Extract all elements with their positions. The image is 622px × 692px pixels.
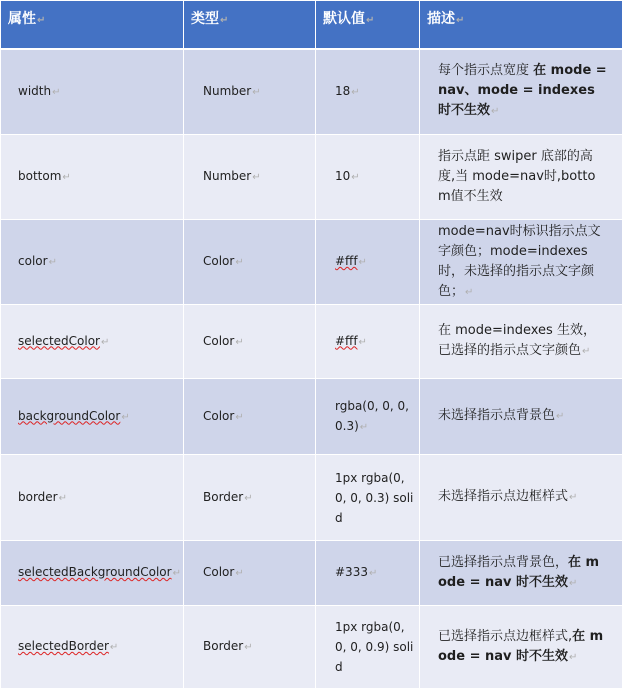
table-row [1, 305, 622, 379]
paragraph-mark-icon: ↵ [351, 86, 360, 98]
paragraph-mark-icon: ↵ [351, 172, 360, 183]
cell-default: 1px rgba(0, 0, 0, 0.3) solid [316, 455, 420, 541]
paragraph-mark-icon: ↵ [569, 651, 578, 663]
cell-description: 指示点距 swiper 底部的高度,当 mode=nav时,bottom值不生效 [420, 135, 622, 220]
cell-property: border↵ [1, 455, 184, 541]
cell-description: 未选择指示点边框样式↵ [420, 455, 622, 541]
table-row [1, 455, 622, 541]
cell-default: #fff↵ [316, 305, 420, 379]
cell-default: #333↵ [316, 541, 420, 606]
paragraph-mark-icon: ↵ [569, 577, 578, 589]
paragraph-mark-icon: ↵ [252, 172, 261, 183]
cell-description: mode=nav时标识指示点文字颜色；mode=indexes 时，未选择的指示点文字颜色；↵ [420, 220, 622, 305]
header-property: 属性↵ [1, 1, 184, 49]
table-row [1, 135, 622, 220]
paragraph-mark-icon: ↵ [220, 15, 229, 26]
cell-type: Color↵ [184, 379, 316, 455]
cell-property: bottom↵ [1, 135, 184, 220]
cell-default: 18↵ [316, 49, 420, 135]
paragraph-mark-icon: ↵ [465, 286, 474, 298]
paragraph-mark-icon: ↵ [366, 15, 375, 26]
paragraph-mark-icon: ↵ [359, 421, 369, 433]
cell-type: Color↵ [184, 305, 316, 379]
header-default: 默认值↵ [316, 1, 420, 49]
cell-default: 10↵ [316, 135, 420, 220]
header-row [1, 1, 622, 49]
cell-description: 已选择指示点边框样式,在 mode = nav 时不生效↵ [420, 606, 622, 689]
cell-type: Border↵ [184, 606, 316, 689]
cell-default: #fff↵ [316, 220, 420, 305]
paragraph-mark-icon: ↵ [172, 568, 181, 579]
cell-default: rgba(0, 0, 0, 0.3)↵ [316, 379, 420, 455]
cell-property: backgroundColor↵ [1, 379, 184, 455]
paragraph-mark-icon: ↵ [58, 492, 68, 504]
cell-type: Color↵ [184, 541, 316, 606]
table-row [1, 379, 622, 455]
paragraph-mark-icon: ↵ [368, 568, 378, 579]
cell-type: Border↵ [184, 455, 316, 541]
cell-property: selectedBackgroundColor↵ [1, 541, 184, 606]
paragraph-mark-icon: ↵ [358, 257, 367, 268]
cell-default: 1px rgba(0, 0, 0, 0.9) solid [316, 606, 420, 689]
header-type: 类型↵ [184, 1, 316, 49]
cell-property: color↵ [1, 220, 184, 305]
paragraph-mark-icon: ↵ [62, 172, 71, 183]
paragraph-mark-icon: ↵ [37, 15, 46, 26]
paragraph-mark-icon: ↵ [244, 492, 253, 504]
cell-type: Number↵ [184, 135, 316, 220]
paragraph-mark-icon: ↵ [569, 492, 578, 503]
table-row [1, 606, 622, 689]
cell-description: 未选择指示点背景色↵ [420, 379, 622, 455]
cell-description: 已选择指示点背景色，在 mode = nav 时不生效↵ [420, 541, 622, 606]
table-row [1, 49, 622, 135]
paragraph-mark-icon: ↵ [52, 86, 61, 98]
paragraph-mark-icon: ↵ [109, 642, 119, 653]
cell-property: selectedColor↵ [1, 305, 184, 379]
paragraph-mark-icon: ↵ [556, 411, 565, 422]
cell-property: selectedBorder↵ [1, 606, 184, 689]
paragraph-mark-icon: ↵ [252, 86, 261, 98]
cell-type: Color↵ [184, 220, 316, 305]
paragraph-mark-icon: ↵ [491, 106, 500, 118]
table-row [1, 541, 622, 606]
paragraph-mark-icon: ↵ [121, 411, 130, 423]
cell-type: Number↵ [184, 49, 316, 135]
paragraph-mark-icon: ↵ [358, 336, 367, 348]
paragraph-mark-icon: ↵ [48, 257, 57, 268]
paragraph-mark-icon: ↵ [456, 15, 465, 26]
paragraph-mark-icon: ↵ [235, 257, 244, 268]
cell-description: 每个指示点宽度 在 mode = nav、mode = indexes 时不生效↵ [420, 49, 622, 135]
paragraph-mark-icon: ↵ [582, 346, 591, 357]
cell-property: width↵ [1, 49, 184, 135]
cell-description: 在 mode=indexes 生效，已选择的指示点文字颜色↵ [420, 305, 622, 379]
paragraph-mark-icon: ↵ [235, 336, 244, 348]
header-description: 描述↵ [420, 1, 622, 49]
paragraph-mark-icon: ↵ [100, 336, 110, 348]
paragraph-mark-icon: ↵ [244, 642, 253, 653]
table-row [1, 220, 622, 305]
paragraph-mark-icon: ↵ [235, 568, 244, 579]
paragraph-mark-icon: ↵ [235, 411, 244, 423]
